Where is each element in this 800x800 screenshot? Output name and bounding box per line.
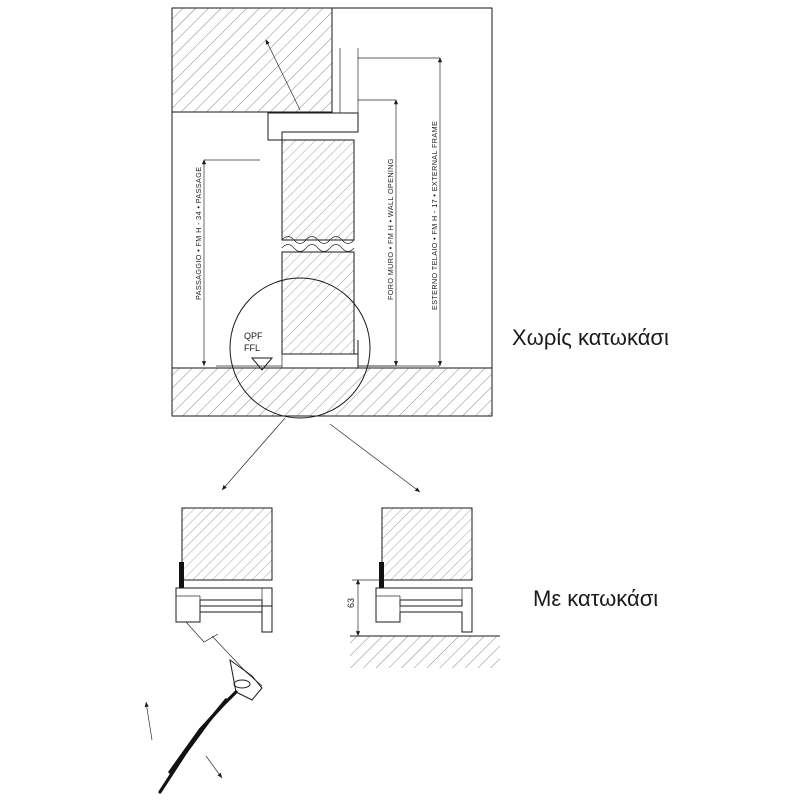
callout-arrow-right: [330, 424, 420, 492]
level-mark-qpf: QPF: [244, 331, 263, 341]
motion-arrow-up: [146, 702, 152, 740]
detail-with-sill: [346, 508, 500, 668]
gasket-left: [179, 562, 184, 588]
dim-passage-label: PASSAGGIO • FM H - 34 • PASSAGE: [194, 166, 203, 300]
dim-wall-opening-label: FORO MURO • FM H • WALL OPENING: [386, 158, 395, 300]
dim-external-frame-label: ESTERNO TELAIO • FM H - 17 • EXTERNAL FRAME: [430, 120, 439, 310]
gasket-right: [379, 562, 384, 588]
level-mark-ffl: FFL: [244, 343, 261, 353]
top-door-section: [172, 8, 492, 418]
motion-arrow-down: [206, 756, 222, 778]
callout-arrow-left: [222, 418, 285, 490]
callout-arrows: [222, 418, 420, 492]
dim-sill-height-label: 63: [346, 597, 356, 608]
detail-without-sill: [146, 508, 272, 792]
caption-without-sill: Χωρίς κατωκάσι: [512, 325, 669, 350]
caption-with-sill: Με κατωκάσι: [533, 586, 659, 611]
